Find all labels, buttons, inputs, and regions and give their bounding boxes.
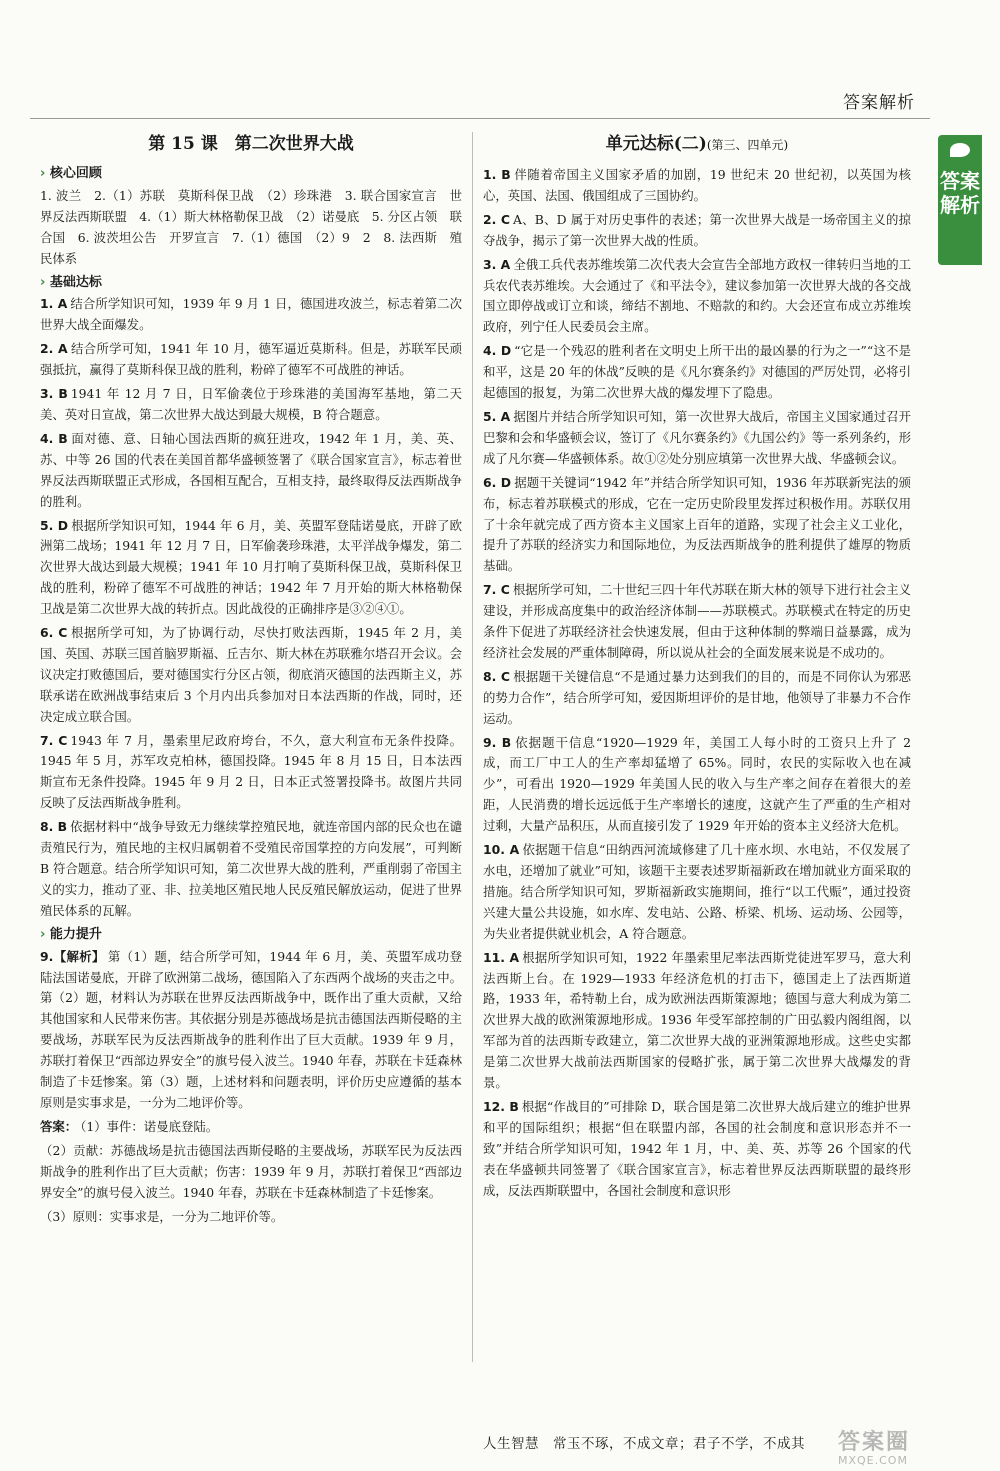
- left-column: [40, 132, 462, 1230]
- question-number: 4. B: [40, 430, 68, 446]
- answer-label: 答案：: [40, 1118, 78, 1134]
- question-number: 5. A: [483, 408, 511, 424]
- question-number: 3. B: [40, 386, 68, 402]
- answer-item: [483, 580, 911, 664]
- answer-item: [40, 384, 462, 426]
- question-number: 9. B: [483, 734, 512, 750]
- question-number: 7. C: [483, 582, 510, 598]
- section-basic: › 基础达标: [40, 273, 462, 294]
- answer-item: [40, 516, 462, 621]
- answer-text: 1941 年 12 月 7 日，日军偷袭位于珍珠港的美国海军基地，第二天美、英对日宣战，第二次世界大战达到最大规模，B 符合题意。: [40, 386, 462, 422]
- side-tab-label: 答案解析: [940, 169, 980, 217]
- answer-line: （1）事件：诺曼底登陆。: [80, 1118, 219, 1134]
- answer-text: 据题干关键词“1942 年”并结合所学知识可知，1936 年苏联新宪法的颁布，标志着苏联模式的形成，它在一定历史阶段里发挥过积极作用。苏联仅用了十余年就完成了西方资本主义国家上百年的道路，实现了社会主义工业化，提升了苏联的经济实力和国际地位，为反法西斯战争的胜利提供了雄厚的物质基础。: [483, 474, 911, 574]
- answer-item: [483, 1097, 911, 1202]
- unit-title-sub: (第三、四单元): [706, 138, 789, 152]
- watermark-top: 答案圈: [838, 1430, 911, 1455]
- watermark: [838, 1432, 978, 1468]
- question-number: 8. B: [40, 819, 68, 835]
- answer-item: [40, 429, 462, 513]
- answer-text: 根据所学可知，二十世纪三四十年代苏联在斯大林的领导下进行社会主义建设，并形成高度集中的政治经济体制——苏联模式。苏联模式在特定的历史条件下促进了苏联经济社会快速发展，但由于这种体制的弊端日益暴露，成为经济社会发展的严重体制障碍，所以说从社会的全面发展来说是不成功的。: [483, 582, 911, 660]
- answer-item: [483, 255, 911, 339]
- right-list: [483, 165, 911, 1202]
- question-number: 6. D: [483, 474, 512, 490]
- question-number: 11. A: [483, 949, 520, 965]
- answer-item: [483, 407, 911, 470]
- answer-text: 根据“作战目的”可排除 D，联合国是第二次世界大战后建立的维护世界和平的国际组织；根据“但在联盟内部，各国的社会制度和意识形态并不一致”并结合所学知识可知，1942 年 1 月，中、美、英、苏等 26 个国家的代表在华盛顿共同签署了《联合国家宣言》，标志着世界反法西斯联盟的最终形成，反法西斯联盟中，各国社会制度和意识形: [483, 1098, 911, 1198]
- answer-item: [40, 623, 462, 728]
- answer-text: 根据所学可知，为了协调行动，尽快打败法西斯，1945 年 2 月，美国、英国、苏联三国首脑罗斯福、丘吉尔、斯大林在苏联雅尔塔召开会议。会议决定打败德国后，要对德国实行分区占领，彻底消灭德国的法西斯主义，苏联承诺在欧洲战事结束后 3 个月内出兵参加对日本法西斯的作战，同时，还决定成立联合国。: [40, 625, 462, 724]
- question-number: 1. A: [40, 296, 68, 312]
- answer-item: [483, 733, 911, 838]
- answer-text: 依据题干信息“田纳西河流域修建了几十座水坝、水电站，不仅发展了水电，还增加了就业”可知，该题干主要表述罗斯福新政在增加就业方面采取的措施。结合所学知识可知，罗斯福新政实施期间，推行“以工代赈”，通过投资兴建大量公共设施，如水库、发电站、公路、桥梁、机场、运动场、公园等，为失业者提供就业机会，A 符合题意。: [483, 842, 911, 941]
- answer-text: 根据所学知识可知，1922 年墨索里尼率法西斯党徒进军罗马，意大利法西斯上台。在 1929—1933 年经济危机的打击下，德国走上了法西斯道路，1933 年，希特勒上台，成为欧洲法西斯策源地；德国与意大利成为第二次世界大战的欧洲策源地形成。1936 年受军部控制的广田弘毅内阁组阁，以军部为首的法西斯专政建立，第二次世界大战的亚洲策源地形成。这些史实都是第二次世界大战前法西斯国家的侵略扩张，属于第二次世界大战爆发的背景。: [483, 949, 911, 1091]
- answer-text: 结合所学可知，1941 年 10 月，德军逼近莫斯科。但是，苏联军民顽强抵抗，赢得了莫斯科保卫战的胜利，粉碎了德军不可战胜的神话。: [40, 341, 463, 378]
- unit-title-main: 单元达标(二): [605, 134, 707, 154]
- question-number: 8. C: [483, 668, 510, 684]
- ability-item: [40, 947, 462, 1114]
- watermark-bottom: MXQE.COM: [838, 1454, 908, 1467]
- question-number: 7. C: [40, 732, 68, 748]
- lesson-title: 第 15 课 第二次世界大战: [148, 134, 354, 154]
- answer-item: [40, 817, 462, 922]
- answer-item: [40, 731, 462, 815]
- answer-text: 全俄工兵代表苏维埃第二次代表大会宣告全部地方政权一律转归当地的工兵农代表苏维埃。大会通过了《和平法令》，建议参加第一次世界大战的各交战国立即停战或订立和谈，缔结不割地、不赔款的和约。大会还宣布成立苏维埃政府，列宁任人民委员会主席。: [483, 256, 912, 335]
- answer-item: [483, 210, 911, 252]
- basic-list: [40, 294, 462, 921]
- question-number: 6. C: [40, 625, 68, 641]
- answer-item: [483, 341, 911, 404]
- question-number: 3. A: [483, 256, 511, 272]
- unit-title: [483, 132, 911, 157]
- answer-line: （2）贡献：苏德战场是抗击德国法西斯侵略的主要战场，苏联军民为反法西斯战争的胜利作出了巨大贡献；伤害：1939 年 9 月，苏联打着保卫“西部边界安全”的旗号侵入波兰。1940 年春，苏联在卡廷森林制造了卡廷惨案。: [40, 1142, 462, 1200]
- answer-text: 1943 年 7 月，墨索里尼政府垮台，不久，意大利宣布无条件投降。1945 年 5 月，苏军攻克柏林，德国投降。1945 年 8 月 15 日，日本法西斯宣布无条件投降。1945 年 9 月 2 日，日本正式签署投降书。故图片共同反映了反法西斯战争胜利。: [40, 732, 462, 811]
- answer-text: 根据题干关键信息“不是通过暴力达到我们的目的，而是不同你认为邪恶的势力合作”，结合所学可知，爱因斯坦评价的是甘地，他领导了非暴力不合作运动。: [483, 668, 911, 726]
- column-divider: [472, 132, 473, 1362]
- answer-text: 第（1）题，结合所学可知，1944 年 6 月，美、英盟军成功登陆法国诺曼底，开辟了欧洲第二战场，德国陷入了东西两个战场的夹击之中。第（2）题，材料认为苏联在世界反法西斯战争中，既作出了重大贡献，又给其他国家和人民带来伤害。其依据分别是苏德战场是抗击德国法西斯侵略的主要战场，苏联军民为反法西斯战争的胜利作出了巨大贡献。1939 年 9 月，苏联打着保卫“西部边界安全”的旗号侵入波兰。1940 年春，苏联在卡廷森林制造了卡廷惨案。第（3）题，上述材料和问题表明，评价历史应遵循的基本原则是实事求是，一分为二地评价等。: [40, 948, 462, 1110]
- question-number: 10. A: [483, 842, 520, 858]
- section-ability: › 能力提升: [40, 925, 462, 946]
- answer-item: [40, 294, 462, 336]
- section-core: › 核心回顾: [40, 164, 462, 185]
- question-number: 5. D: [40, 517, 69, 533]
- question-number: 2. C: [483, 211, 510, 227]
- answer-text: “它是一个残忍的胜利者在文明史上所干出的最凶暴的行为之一”“这不是和平，这是 20 年的休战”反映的是《凡尔赛条约》对德国的严厉处罚，必将引起德国的报复，为第二次世界大战的爆发埋下了隐患。: [483, 343, 911, 401]
- footer-text: 人生智慧 常玉不琢，不成文章；君子不学，不成其: [483, 1436, 805, 1452]
- answer-block: [40, 1117, 462, 1138]
- answer-text: 根据所学知识可知，1944 年 6 月，美、英盟军登陆诺曼底，开辟了欧洲第二战场；1941 年 12 月 7 日，日军偷袭珍珠港，太平洋战争爆发，第二次世界大战达到最大规模；1941 年 10 月打响了莫斯科保卫战，莫斯科保卫战的胜利，粉碎了德军不可战胜的神话；1942 年 7 月开始的斯大林格勒保卫战是第二次世界大战的转折点。因此战役的正确排序是③②④①。: [40, 517, 462, 617]
- question-number: 4. D: [483, 343, 512, 359]
- answer-item: [483, 667, 911, 730]
- answer-item: [40, 339, 462, 381]
- side-tab: [938, 135, 982, 265]
- core-review-text: 1. 波兰 2.（1）苏联 莫斯科保卫战 （2）珍珠港 3. 联合国家宣言 世界反法西斯联盟 4.（1）斯大林格勒保卫战 （2）诺曼底 5. 分区占领 联合国 6. 波茨坦公告 开罗宣言 7.（1）德国 （2）9 2 8. 法西斯 殖民体系: [40, 187, 462, 266]
- answer-item: [483, 948, 911, 1094]
- answer-text: A、B、D 属于对历史事件的表述；第一次世界大战是一场帝国主义的掠夺战争，揭示了第一次世界大战的性质。: [483, 211, 911, 248]
- answer-text: 伴随着帝国主义国家矛盾的加剧，19 世纪末 20 世纪初，以英国为核心，英国、法国、俄国组成了三国协约。: [483, 167, 911, 203]
- answer-line: （3）原则：实事求是，一分为二地评价等。: [40, 1208, 284, 1224]
- question-number: 12. B: [483, 1098, 519, 1114]
- answer-text: 依据题干信息“1920—1929 年，美国工人每小时的工资只上升了 2 成，而工厂中工人的生产率却猛增了 65%。同时，农民的实际收入也在减少”，可看出 1920—1929 年美国人民的收入与生产率之间存在着很大的差距，人民消费的增长远远低于生产率增长的速度，这就产生了严重的生产相对过剩，大量产品积压，从而直接引发了 1929 年开始的资本主义经济大危机。: [483, 734, 911, 834]
- answer-text: 结合所学知识可知，1939 年 9 月 1 日，德国进攻波兰，标志着第二次世界大战全面爆发。: [40, 296, 463, 333]
- leaf-icon: [950, 143, 970, 157]
- question-number: 1. B: [483, 167, 511, 182]
- answer-item: [483, 473, 911, 578]
- answer-text: 据图片并结合所学知识可知，第一次世界大战后，帝国主义国家通过召开巴黎和会和华盛顿会议，签订了《凡尔赛条约》《九国公约》等一系列条约，形成了凡尔赛—华盛顿体系。故①②处分别应填第一次世界大战、华盛顿会议。: [483, 408, 912, 466]
- header-label: 答案解析: [843, 93, 915, 113]
- question-number: 2. A: [40, 341, 68, 357]
- answer-item: [483, 840, 911, 945]
- question-number: 9.【解析】: [40, 948, 105, 964]
- right-column: [483, 132, 911, 1205]
- answer-text: 面对德、意、日轴心国法西斯的疯狂进攻，1942 年 1 月，美、英、苏、中等 26 国的代表在美国首都华盛顿签署了《联合国家宣言》，标志着世界反法西斯联盟正式形成，各国相互配合，互相支持，最终取得反法西斯战争的胜利。: [40, 430, 463, 509]
- answer-text: 依据材料中“战争导致无力继续掌控殖民地，就连帝国内部的民众也在谴责殖民行为，殖民地的主权归属朝着不受殖民帝国掌控的方向发展”，可判断 B 符合题意。结合所学知识可知，第二次世界大战的胜利，严重削弱了帝国主义的实力，推动了亚、非、拉美地区殖民地人民反殖民解放运动，促进了世界殖民体系的瓦解。: [40, 819, 462, 918]
- answer-item: [483, 165, 911, 207]
- header-rule: [30, 118, 930, 119]
